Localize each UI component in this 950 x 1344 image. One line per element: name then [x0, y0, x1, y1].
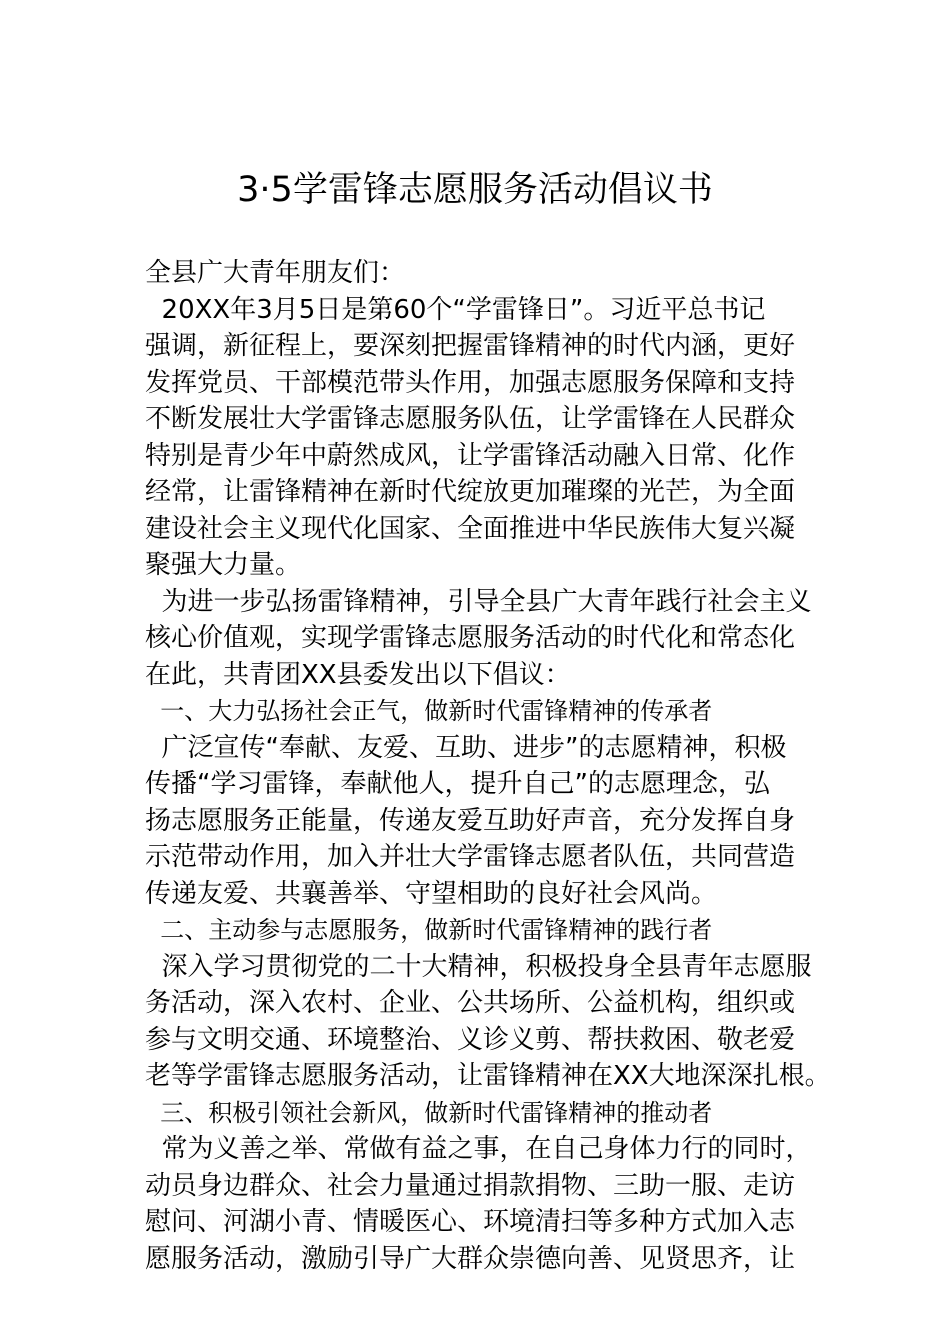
- body-text-line: 特别是青少年中蔚然成风，让学雷锋活动融入日常、化作: [145, 440, 796, 471]
- body-text-line: 参与文明交通、环境整治、义诊义剪、帮扶救困、敬老爱: [145, 1024, 796, 1055]
- body-text-line: 发挥党员、干部模范带头作用，加强志愿服务保障和支持: [145, 367, 796, 398]
- section-heading-line: 一、大力弘扬社会正气，做新时代雷锋精神的传承者: [145, 697, 713, 725]
- body-text-line: 强调，新征程上，要深刻把握雷锋精神的时代内涵，更好: [145, 331, 796, 361]
- body-text-line: 深入学习贯彻党的二十大精神，积极投身全县青年志愿服: [145, 951, 812, 982]
- body-text-line: 动员身边群众、社会力量通过捐款捐物、三助一服、走访: [145, 1170, 796, 1201]
- body-text-line: 传播“学习雷锋，奉献他人，提升自己”的志愿理念，弘: [145, 769, 770, 799]
- body-text-line: 慰问、河湖小青、情暖医心、环境清扫等多种方式加入志: [145, 1207, 796, 1237]
- body-text-line: 扬志愿服务正能量，传递友爱互助好声音，充分发挥自身: [145, 805, 796, 836]
- body-text-line: 聚强大力量。: [145, 550, 302, 580]
- document-title: 3·5学雷锋志愿服务活动倡议书: [237, 170, 713, 210]
- body-text-line: 传递友爱、共襄善举、守望相助的良好社会风尚。: [145, 878, 718, 909]
- body-text-line: 在此，共青团XX县委发出以下倡议：: [145, 659, 571, 690]
- body-text-line: 示范带动作用，加入并壮大学雷锋志愿者队伍，共同营造: [145, 842, 796, 872]
- body-text-line: 愿服务活动，激励引导广大群众崇德向善、见贤思齐，让: [145, 1243, 796, 1274]
- body-text-line: 20XX年3月5日是第60个“学雷锋日”。习近平总书记: [145, 294, 766, 325]
- body-text-line: 务活动，深入农村、企业、公共场所、公益机构，组织或: [145, 988, 796, 1018]
- body-text-line: 老等学雷锋志愿服务活动，让雷锋精神在XX大地深深扎根。: [145, 1061, 831, 1091]
- section-heading-line: 二、主动参与志愿服务，做新时代雷锋精神的践行者: [145, 916, 713, 944]
- body-text-line: 全县广大青年朋友们：: [145, 258, 406, 288]
- section-heading-line: 三、积极引领社会新风，做新时代雷锋精神的推动者: [145, 1098, 713, 1127]
- body-text-line: 广泛宣传“奉献、友爱、互助、进步”的志愿精神，积极: [145, 732, 787, 763]
- body-text-line: 不断发展壮大学雷锋志愿服务队伍，让学雷锋在人民群众: [145, 404, 796, 434]
- body-text-line: 建设社会主义现代化国家、全面推进中华民族伟大复兴凝: [145, 513, 796, 544]
- body-text-line: 核心价值观，实现学雷锋志愿服务活动的时代化和常态化: [145, 623, 796, 653]
- body-text-line: 常为义善之举、常做有益之事，在自己身体力行的同时，: [145, 1134, 812, 1164]
- body-text-line: 为进一步弘扬雷锋精神，引导全县广大青年践行社会主义: [145, 586, 812, 617]
- body-text-line: 经常，让雷锋精神在新时代绽放更加璀璨的光芒，为全面: [145, 477, 796, 507]
- document-body: [145, 255, 831, 1277]
